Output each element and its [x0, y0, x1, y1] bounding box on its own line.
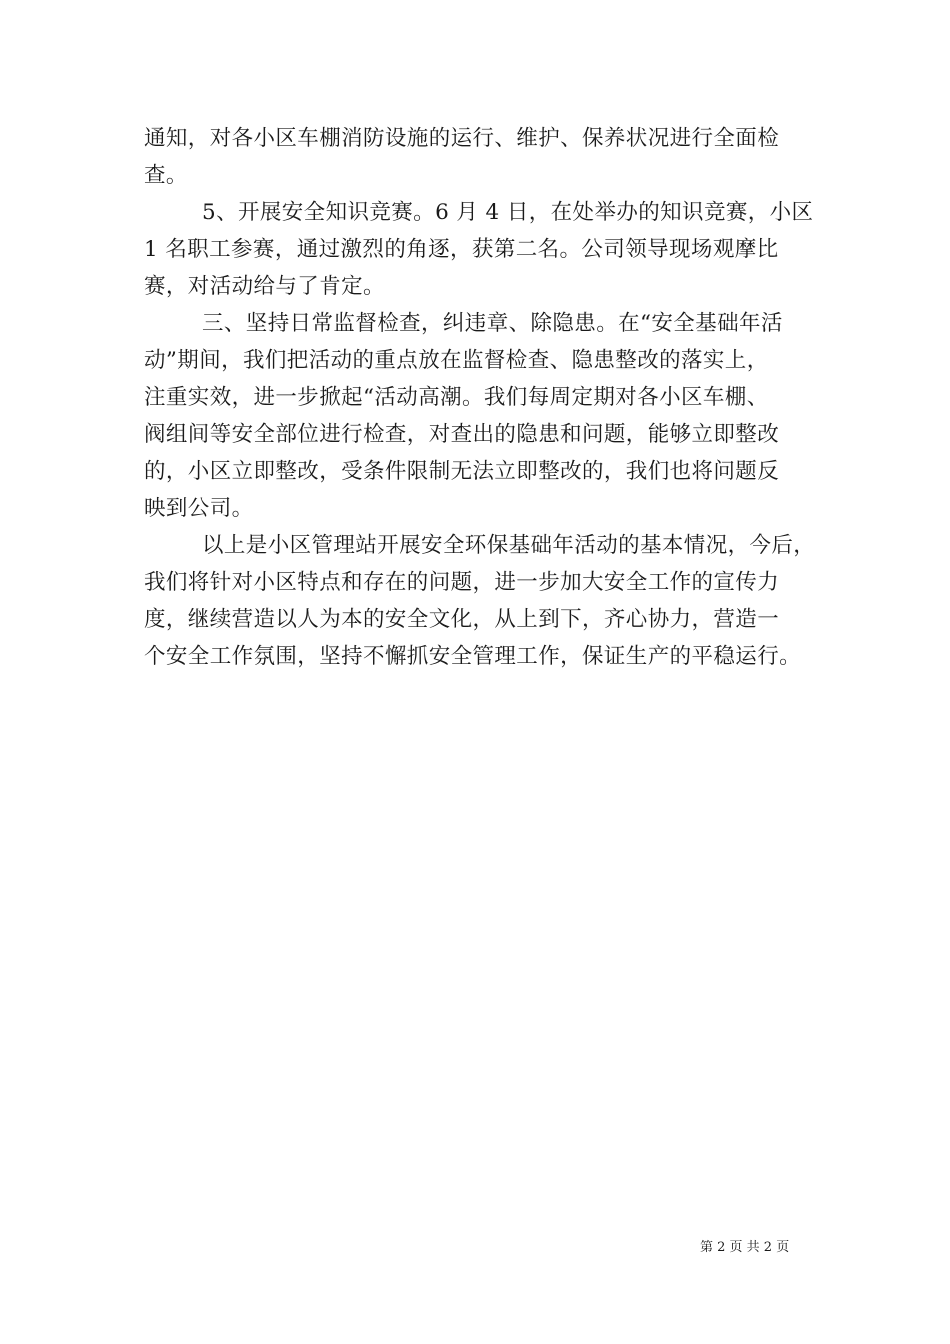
text-line: 三、坚持日常监督检查，纠违章、除隐患。在“安全基础年活: [202, 311, 783, 336]
text-line: 度，继续营造以人为本的安全文化，从上到下，齐心协力，营造一: [144, 607, 780, 632]
text-line: 个安全工作氛围，坚持不懈抓安全管理工作，保证生产的平稳运行。: [144, 644, 802, 669]
text-line: 赛，对活动给与了肯定。: [144, 274, 385, 299]
paragraph: [144, 194, 824, 305]
text-line: 以上是小区管理站开展安全环保基础年活动的基本情况，今后，: [202, 533, 816, 558]
text-line: 我们将针对小区特点和存在的问题，进一步加大安全工作的宣传力: [144, 570, 780, 595]
text-line: 1 名职工参赛，通过激烈的角逐，获第二名。公司领导现场观摩比: [144, 237, 779, 262]
text-line: 5、开展安全知识竞赛。6 月 4 日，在处举办的知识竞赛，小区: [202, 200, 814, 225]
page-number-footer: 第 2 页 共 2 页: [700, 1240, 790, 1255]
text-line: 的，小区立即整改，受条件限制无法立即整改的，我们也将问题反: [144, 459, 780, 484]
paragraph: [144, 527, 824, 675]
text-line: 注重实效，进一步掀起“活动高潮。我们每周定期对各小区车棚、: [144, 385, 769, 410]
paragraph: [144, 120, 824, 194]
document-body: [144, 120, 824, 675]
text-line: 通知，对各小区车棚消防设施的运行、维护、保养状况进行全面检: [144, 126, 780, 151]
text-line: 查。: [144, 163, 188, 188]
text-line: 阀组间等安全部位进行检查，对查出的隐患和问题，能够立即整改: [144, 422, 780, 447]
text-line: 动”期间，我们把活动的重点放在监督检查、隐患整改的落实上，: [144, 348, 769, 373]
paragraph: [144, 305, 824, 527]
text-line: 映到公司。: [144, 496, 254, 521]
